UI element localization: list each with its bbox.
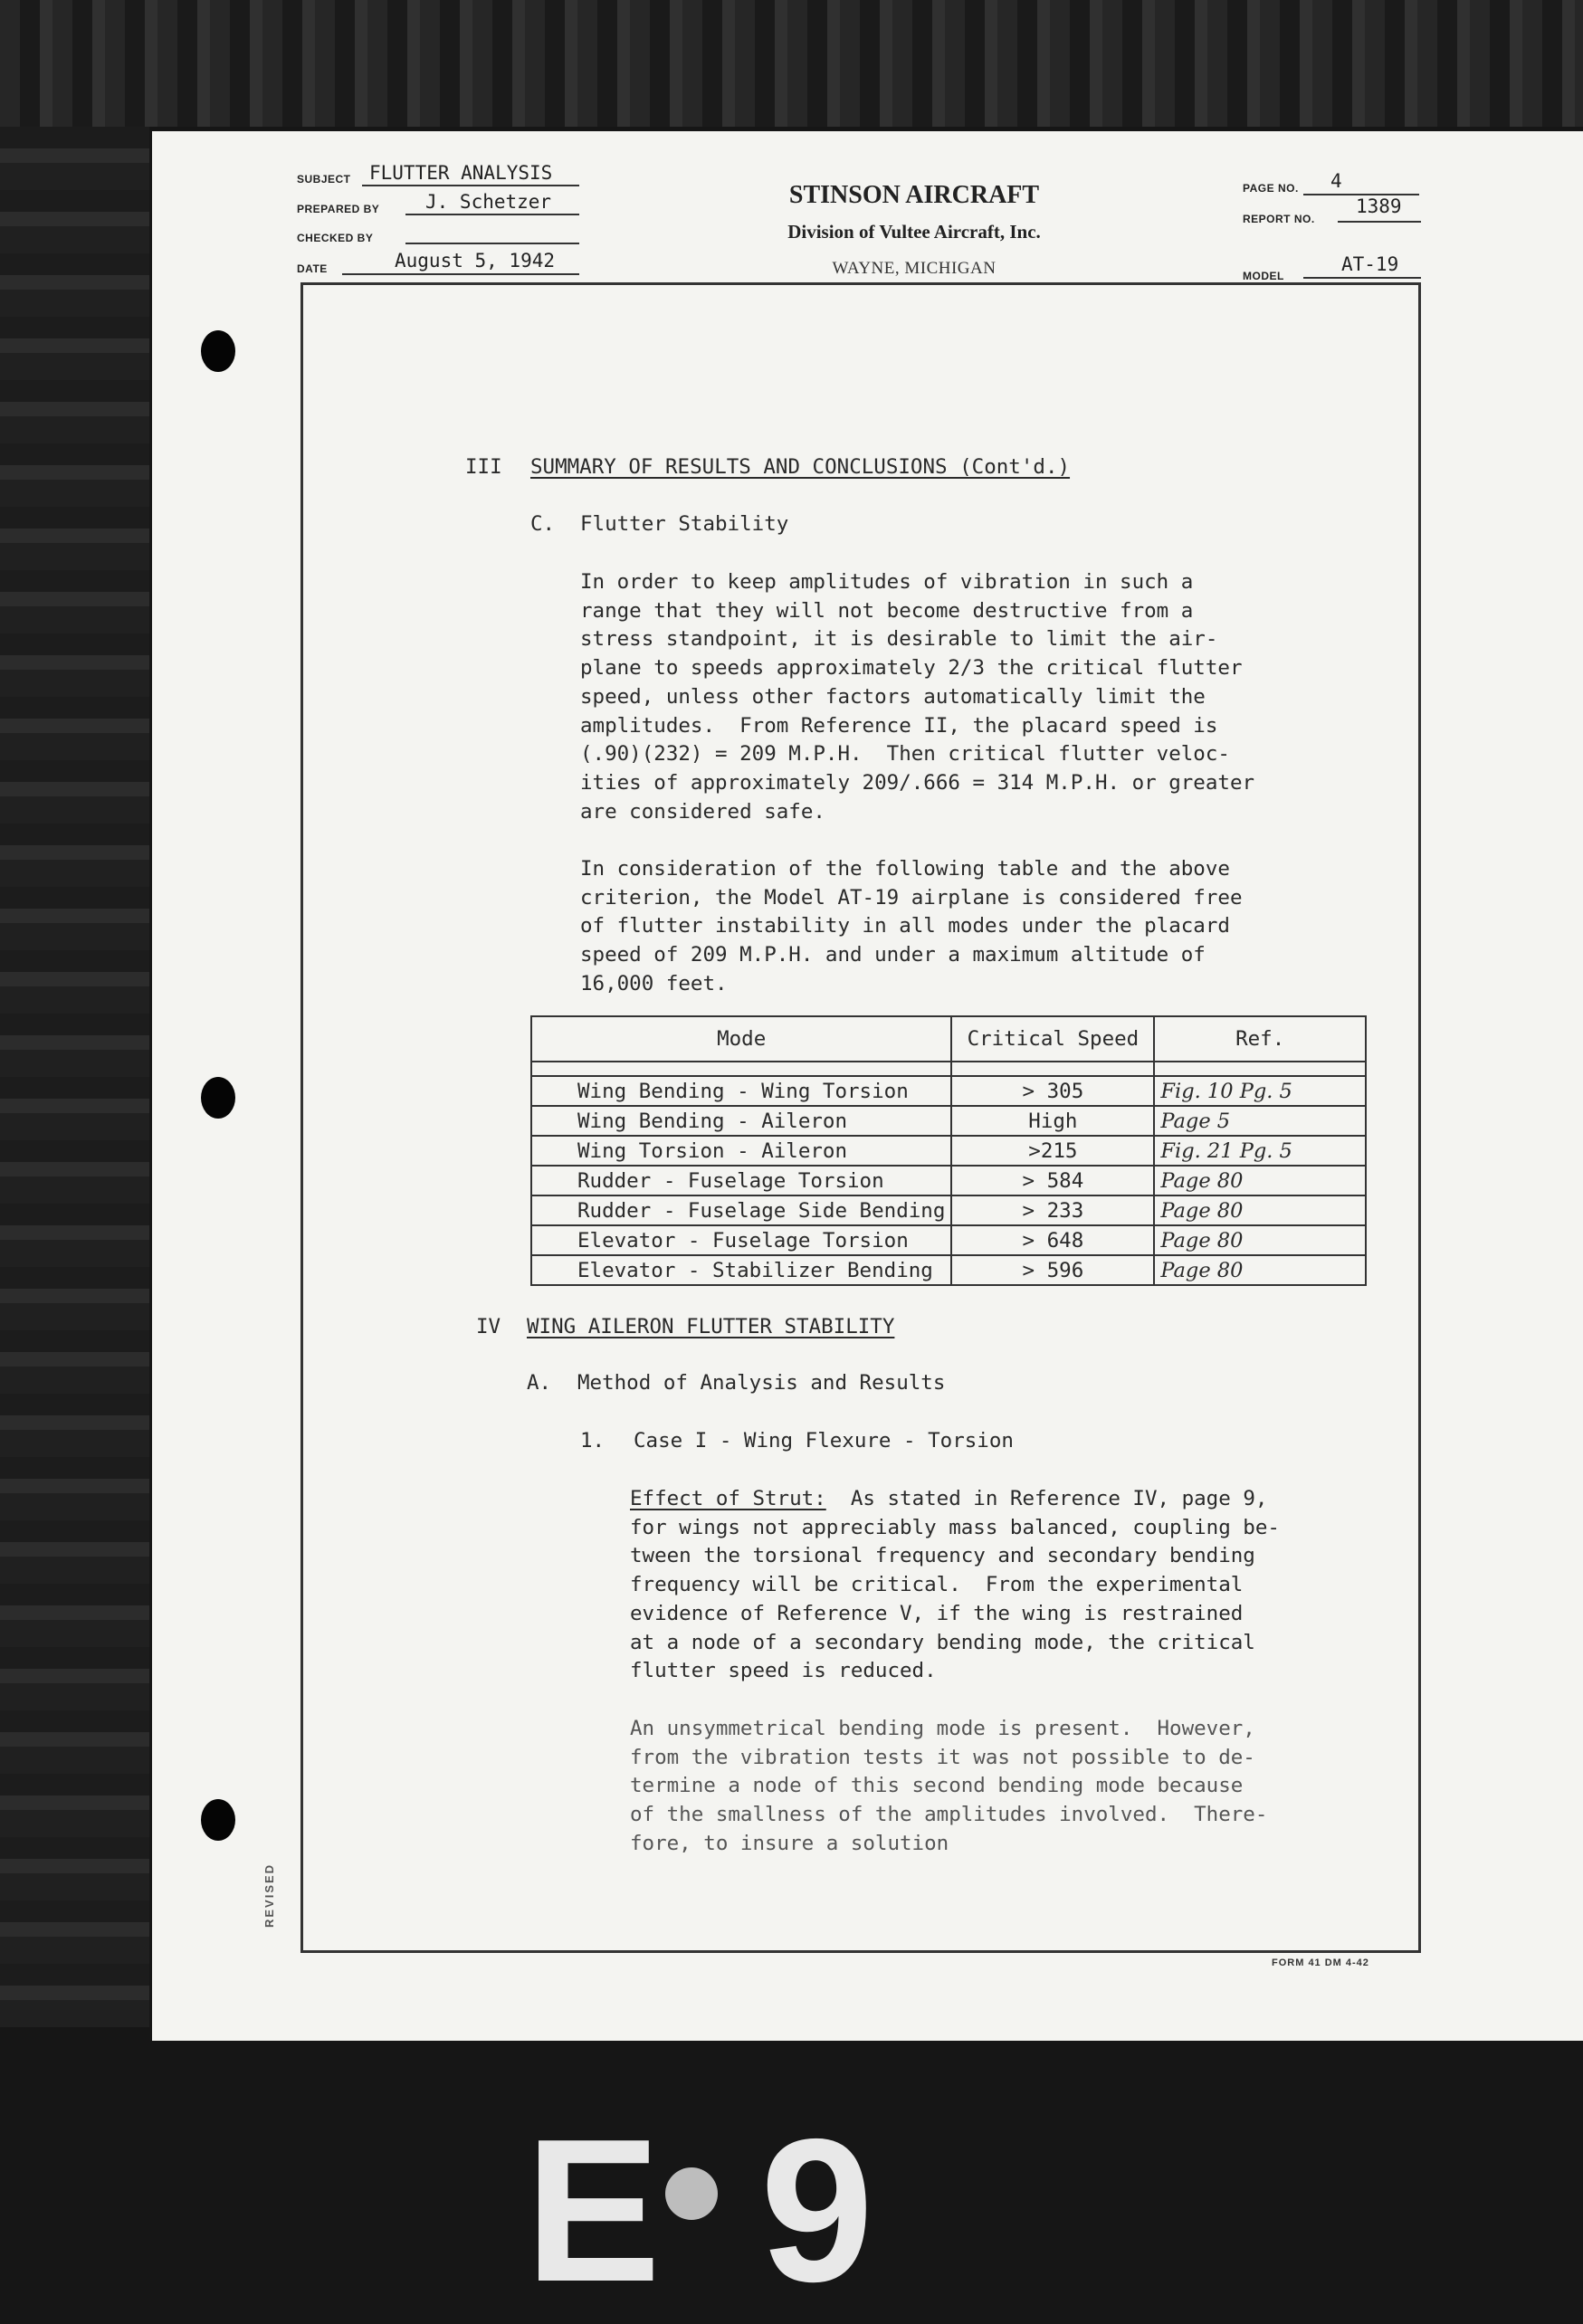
model-underline (1303, 277, 1421, 279)
section-3c-title: Flutter Stability (580, 512, 789, 536)
checked-label: CHECKED BY (297, 232, 374, 244)
report-no-underline (1338, 221, 1421, 223)
table-spacer-row (531, 1062, 1366, 1076)
page-no-value: 4 (1330, 170, 1342, 192)
report-no-value: 1389 (1356, 195, 1402, 217)
fiche-letter: E (525, 2096, 662, 2324)
column-header-mode: Mode (531, 1016, 951, 1062)
section-3-heading: SUMMARY OF RESULTS AND CONCLUSIONS (Cont'd.) (530, 455, 1071, 479)
prepared-value: J. Schetzer (425, 191, 552, 213)
checked-underline (405, 243, 579, 244)
film-border-top (0, 0, 1583, 127)
fiche-number: 9 (760, 2096, 874, 2324)
model-value: AT-19 (1341, 253, 1399, 275)
section-4-heading: WING AILERON FLUTTER STABILITY (527, 1315, 895, 1338)
effect-of-strut-label: Effect of Strut: (630, 1487, 826, 1510)
date-label: DATE (297, 262, 328, 275)
date-underline (342, 273, 579, 275)
effect-of-strut-paragraph: Effect of Strut: As stated in Reference IV, page 9, for wings not appreciably mass balanced, coupling be- tween the torsional frequency and secondary bending frequency will be critical. From the experimental evidence of Reference V, if the wing is restrained at a node of a secondary bending mode, the critical flutter speed is reduced. (630, 1487, 1280, 1683)
prepared-label: PREPARED BY (297, 203, 380, 215)
company-division: Division of Vultee Aircraft, Inc. (787, 221, 1041, 243)
report-no-label: REPORT NO. (1243, 213, 1315, 225)
table-row: Wing Torsion - Aileron >215 Fig. 21 Pg. 5 (531, 1136, 1366, 1166)
item-1-title: Case I - Wing Flexure - Torsion (634, 1429, 1014, 1452)
table-row: Elevator - Stabilizer Bending > 596 Page 80 (531, 1255, 1366, 1285)
prepared-underline (405, 214, 579, 215)
model-label: MODEL (1243, 270, 1284, 282)
table-row: Wing Bending - Wing Torsion > 305 Fig. 10 Pg. 5 (531, 1076, 1366, 1106)
section-3-numeral: III (465, 455, 502, 479)
film-border-left (0, 127, 149, 2027)
table-row: Elevator - Fuselage Torsion > 648 Page 80 (531, 1225, 1366, 1255)
company-city: WAYNE, MICHIGAN (832, 259, 997, 278)
punch-hole (201, 1799, 235, 1841)
section-4a-letter: A. (527, 1371, 552, 1395)
table-row: Rudder - Fuselage Side Bending > 233 Page 80 (531, 1195, 1366, 1225)
flutter-stability-paragraph-2: In consideration of the following table and the above criterion, the Model AT-19 airplane is considered free of flutter instability in all modes under the placard speed of 209 M.P.H. and under a maximum altitude of 16,000 feet. (580, 857, 1243, 995)
company-name: STINSON AIRCRAFT (788, 181, 1040, 209)
form-number: FORM 41 DM 4-42 (1272, 1957, 1369, 1968)
subject-value: FLUTTER ANALYSIS (369, 162, 553, 184)
punch-hole (201, 330, 235, 372)
fiche-dot (665, 2167, 718, 2220)
table-row: Rudder - Fuselage Torsion > 584 Page 80 (531, 1166, 1366, 1195)
column-header-critical-speed: Critical Speed (951, 1016, 1154, 1062)
table-row: Wing Bending - Aileron High Page 5 (531, 1106, 1366, 1136)
page-no-label: PAGE NO. (1243, 182, 1299, 195)
subject-label: SUBJECT (297, 173, 351, 186)
unsymmetrical-bending-paragraph: An unsymmetrical bending mode is present. However, from the vibration tests it was not possible to de- termine a node of this second bending mode because of the smallness of the amplitudes involved. There- fore, to insure a solution (630, 1717, 1268, 1855)
flutter-stability-paragraph-1: In order to keep amplitudes of vibration in such a range that they will not become destructive from a stress standpoint, it is desirable to limit the air- plane to speeds approximately 2/3 the critical flutter speed, unless other factors automatically limit the amplitudes. From Reference II, the placard speed is (.90)(232) = 209 M.P.H. Then critical flutter veloc- ities of approximately 209/.666 = 314 M.P.H. or greater are considered safe. (580, 570, 1255, 824)
revised-label: REVISED (262, 1862, 276, 1928)
column-header-ref: Ref. (1154, 1016, 1366, 1062)
section-4-numeral: IV (476, 1315, 501, 1338)
punch-hole (201, 1077, 235, 1119)
date-value: August 5, 1942 (395, 250, 556, 271)
subject-underline (362, 185, 579, 186)
item-1-number: 1. (580, 1429, 606, 1452)
table-header-row (531, 1016, 1366, 1062)
section-4a-title: Method of Analysis and Results (577, 1371, 946, 1395)
critical-speed-table (530, 1015, 1367, 1286)
section-3c-letter: C. (530, 512, 556, 536)
